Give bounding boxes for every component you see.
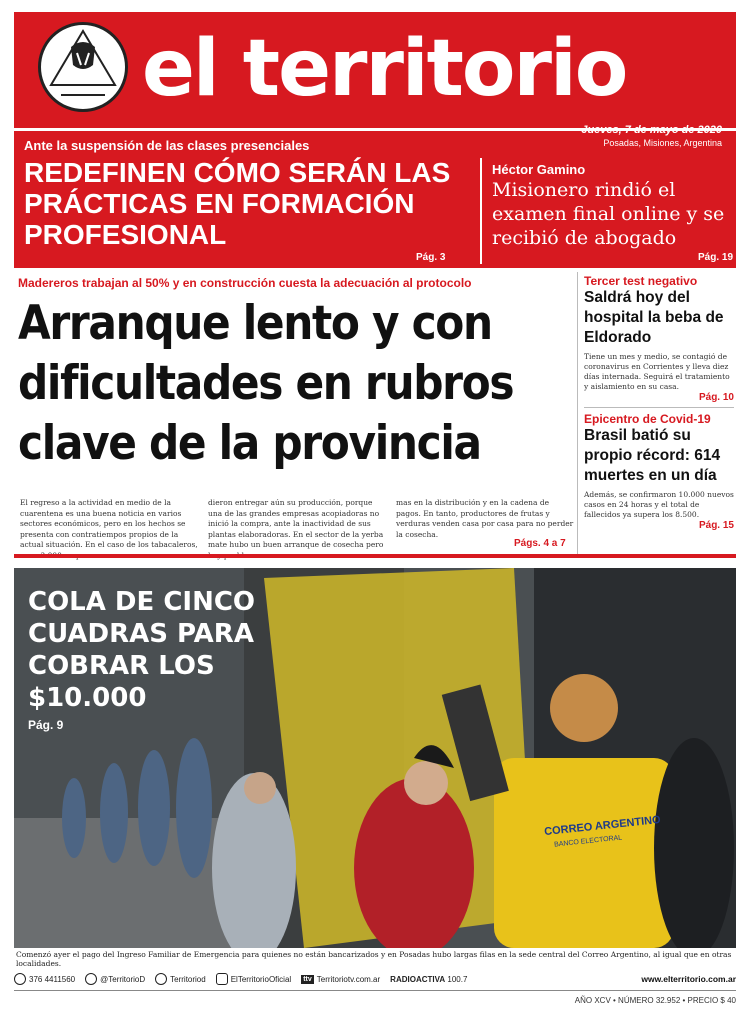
footer-radio[interactable] <box>390 975 467 984</box>
radio-name: RADIOACTIVA <box>390 974 446 984</box>
masthead <box>14 12 736 268</box>
vest-logo: CORREO ARGENTINO <box>543 813 662 839</box>
top-story-headline[interactable]: REDEFINEN CÓMO SERÁN LAS PRÁCTICAS EN FORMACIÓN PROFESIONAL <box>24 157 451 250</box>
top-story-kicker: Ante la suspensión de las clases presenciales <box>24 138 310 153</box>
side-story-2-kicker: Epicentro de Covid-19 <box>584 412 711 426</box>
main-story-body <box>20 498 574 561</box>
main-story-headline[interactable]: Arranque lento y con dificultades en rubros clave de la provincia <box>18 296 514 471</box>
radio-frequency: 100.7 <box>447 974 468 984</box>
footer-whatsapp[interactable] <box>14 973 75 985</box>
twitter-icon <box>85 973 97 985</box>
instagram-handle: ElTerritorioOficial <box>230 974 292 984</box>
side-story-1-body: Tiene un mes y medio, se contagió de coronavirus en Corrientes y lleva diez días internada. Seguirá el tratamiento y aislamiento en su casa. <box>584 352 730 391</box>
main-story-kicker: Madereros trabajan al 50% y en construcción cuesta la adecuación al protocolo <box>18 276 472 290</box>
lead-photo[interactable] <box>14 568 736 948</box>
footer-rule <box>14 990 736 991</box>
footer-web[interactable]: www.elterritorio.com.ar <box>641 974 736 984</box>
main-story-col-1: El regreso a la actividad en medio de la cuarentena es una buena noticia en varios sectores económicos, pero en los hechos se presenta con contratiempos propios de la actual situación. En el caso de los tabacaleros, <box>20 498 198 549</box>
sidebar <box>584 274 734 531</box>
sidebar-divider <box>577 272 578 558</box>
footer-instagram[interactable] <box>216 973 291 985</box>
main-story-col-2: dieron entregar aún su producción, porque una de las grandes empresas acopiadoras no inició la compra, ante la inactividad de sus plantas elaboradoras. En el sector de la yerba mate hubo un buen arranque de cosecha pero <box>208 498 384 549</box>
photo-caption: Comenzó ayer el pago del Ingreso Familiar de Emergencia para quienes no están bancarizados y en Posadas hubo largas filas en la sede central del Correo Argentino, al igual que en otras localidades. <box>16 950 732 968</box>
footer-tv[interactable] <box>301 975 380 984</box>
side-story-2-body: Además, se confirmaron 10.000 nuevos casos en 24 horas y el total de fallecidos ya supera los 8.500. <box>584 490 734 519</box>
whatsapp-number: 376 4411560 <box>29 974 76 984</box>
side-story-2-headline[interactable]: Brasil batió su propio récord: 614 muertes en un día <box>584 427 721 484</box>
side-story-1-kicker: Tercer test negativo <box>584 274 698 288</box>
front-page <box>14 12 736 1008</box>
top-right-page: Pág. 19 <box>698 252 734 263</box>
top-right-headline[interactable]: Misionero rindió el examen final online y se recibió de abogado <box>492 179 725 249</box>
top-story-page: Pág. 3 <box>416 252 446 263</box>
side-story-1-page: Pág. 10 <box>698 392 734 403</box>
side-story-2-page: Pág. 15 <box>698 520 734 531</box>
logo-emblem <box>38 22 128 112</box>
footer-facebook[interactable] <box>155 973 206 985</box>
side-story-1-headline[interactable]: Saldrá hoy del hospital la beba de Eldorado <box>584 289 724 346</box>
photo-page: Pág. 9 <box>28 718 64 732</box>
top-right-kicker: Héctor Gamino <box>492 162 586 177</box>
instagram-icon <box>216 973 228 985</box>
footer-social <box>14 968 736 990</box>
vest-sub: BANCO ELECTORAL <box>553 834 623 849</box>
brand-title: el territorio <box>142 24 627 114</box>
photo-headline[interactable]: COLA DE CINCO CUADRAS PARA COBRAR LOS $10.000 <box>28 587 256 713</box>
tv-icon: ttv <box>303 975 312 983</box>
facebook-handle: Territoriod <box>170 974 206 984</box>
main-story-col-3: mas en la distribución y en la cadena de pagos. En tanto, productores de frutas y verduras venden casa por casa para no perder la cosecha. <box>396 498 574 539</box>
tv-site: Territoriotv.com.ar <box>316 974 381 984</box>
twitter-handle: @TerritorioD <box>100 974 146 984</box>
section-rule <box>14 554 736 558</box>
edition-place: Posadas, Misiones, Argentina <box>603 138 722 148</box>
footer-twitter[interactable] <box>85 973 145 985</box>
facebook-icon <box>155 973 167 985</box>
main-story-page: Págs. 4 a 7 <box>514 538 566 549</box>
issue-info: AÑO XCV • NÚMERO 32.952 • PRECIO $ 40 <box>574 996 736 1005</box>
side-separator <box>584 407 734 408</box>
whatsapp-icon <box>14 973 26 985</box>
edition-date: Jueves, 7 de mayo de 2020 <box>581 124 722 136</box>
masthead-divider <box>480 158 482 264</box>
